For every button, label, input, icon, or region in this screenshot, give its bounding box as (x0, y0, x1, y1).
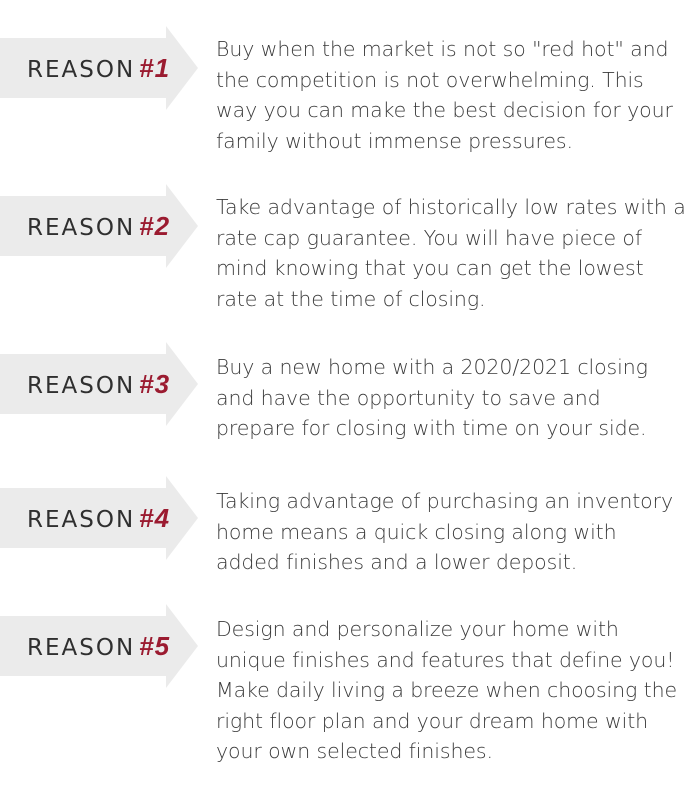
reason-number: #2 (139, 211, 171, 241)
reason-text: Take advantage of historically low rates with a rate cap guarantee. You will have piece of mind knowing that you can get the lowest rate at the time of closing. (216, 195, 686, 311)
reason-label: REASON #2 (27, 211, 171, 241)
reason-number: #3 (139, 369, 171, 399)
reason-label: REASON #5 (27, 631, 171, 661)
reason-number: #5 (139, 631, 171, 661)
reason-number: #1 (139, 53, 171, 83)
reason-text: Taking advantage of purchasing an inventory home means a quick closing along with added finishes and a lower deposit. (216, 489, 673, 574)
reason-text: Buy when the market is not so "red hot" and the competition is not overwhelming. This way you can make the best decision for your family without immense pressures. (216, 37, 673, 153)
reason-text: Design and personalize your home with unique finishes and features that define you! Make daily living a breeze when choosing the right floor plan and your dream home with your own selected finishes. (216, 617, 678, 763)
reason-label: REASON #4 (27, 503, 171, 533)
reason-text: Buy a new home with a 2020/2021 closing and have the opportunity to save and prepare for closing with time on your side. (216, 355, 648, 440)
reason-label: REASON #1 (27, 53, 171, 83)
reason-number: #4 (139, 503, 171, 533)
reason-label: REASON #3 (27, 369, 171, 399)
